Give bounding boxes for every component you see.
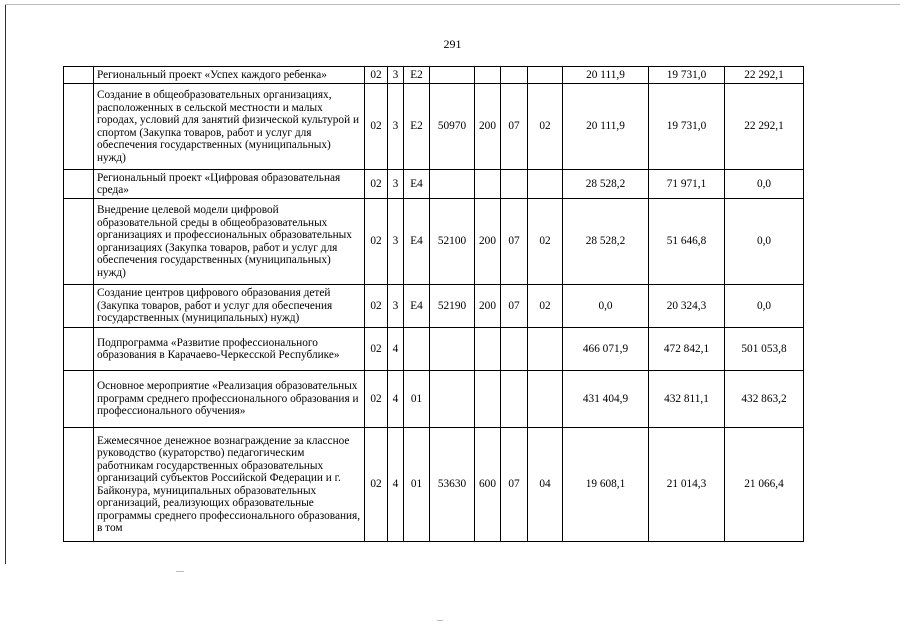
row-name: Создание центров цифрового образования детей (Закупка товаров, работ и услуг для обеспечения государственных (муниципальных) нужд)	[94, 285, 365, 328]
cell-gp: 02	[365, 67, 388, 84]
cell-rz: 07	[501, 428, 528, 542]
cell-osn: Е4	[404, 199, 430, 285]
cell-gp: 02	[365, 84, 388, 170]
row-blank-cell	[64, 170, 94, 199]
cell-amount-y3: 22 292,1	[725, 84, 804, 170]
cell-rz	[501, 67, 528, 84]
cell-pp: 3	[388, 285, 404, 328]
cell-amount-y1: 0,0	[563, 285, 649, 328]
cell-rz: 07	[501, 199, 528, 285]
cell-rz	[501, 371, 528, 428]
cell-pr: 04	[528, 428, 563, 542]
page-top-edge	[5, 4, 900, 5]
cell-pr: 02	[528, 285, 563, 328]
cell-gp: 02	[365, 428, 388, 542]
cell-vr: 200	[475, 84, 501, 170]
table-row	[64, 199, 804, 285]
table-row	[64, 170, 804, 199]
cell-amount-y2: 51 646,8	[649, 199, 725, 285]
cell-amount-y3: 501 053,8	[725, 328, 804, 371]
cell-amount-y3: 22 292,1	[725, 67, 804, 84]
cell-osn	[404, 328, 430, 371]
cell-osn: Е4	[404, 285, 430, 328]
cell-pr	[528, 328, 563, 371]
cell-amount-y1: 28 528,2	[563, 199, 649, 285]
cell-osn: 01	[404, 428, 430, 542]
cell-amount-y1: 28 528,2	[563, 170, 649, 199]
row-blank-cell	[64, 67, 94, 84]
cell-vr	[475, 371, 501, 428]
cell-amount-y2: 71 971,1	[649, 170, 725, 199]
cell-amount-y1: 19 608,1	[563, 428, 649, 542]
row-blank-cell	[64, 199, 94, 285]
cell-amount-y1: 431 404,9	[563, 371, 649, 428]
table-row	[64, 428, 804, 542]
cell-pp: 3	[388, 67, 404, 84]
row-name: Региональный проект «Успех каждого ребенка»	[94, 67, 365, 84]
table-row	[64, 328, 804, 371]
cell-amount-y2: 472 842,1	[649, 328, 725, 371]
cell-amount-y1: 466 071,9	[563, 328, 649, 371]
row-blank-cell	[64, 285, 94, 328]
cell-dir: 53630	[430, 428, 475, 542]
cell-pp: 3	[388, 84, 404, 170]
cell-dir	[430, 371, 475, 428]
cell-amount-y3: 0,0	[725, 170, 804, 199]
cell-rz: 07	[501, 84, 528, 170]
cell-pr	[528, 371, 563, 428]
cell-dir	[430, 328, 475, 371]
cell-pr: 02	[528, 199, 563, 285]
cell-amount-y1: 20 111,9	[563, 84, 649, 170]
cell-vr	[475, 328, 501, 371]
scan-artifact	[176, 571, 184, 572]
cell-amount-y2: 19 731,0	[649, 84, 725, 170]
cell-osn: 01	[404, 371, 430, 428]
cell-dir	[430, 67, 475, 84]
cell-dir: 52190	[430, 285, 475, 328]
cell-vr: 600	[475, 428, 501, 542]
cell-gp: 02	[365, 285, 388, 328]
cell-vr: 200	[475, 199, 501, 285]
cell-rz	[501, 170, 528, 199]
cell-pr	[528, 170, 563, 199]
row-blank-cell	[64, 428, 94, 542]
cell-vr	[475, 170, 501, 199]
cell-amount-y3: 21 066,4	[725, 428, 804, 542]
cell-pp: 3	[388, 170, 404, 199]
row-name: Ежемесячное денежное вознаграждение за классное руководство (кураторство) педагогическим работникам государственных образовательных организаций субъектов Российской Федерации и г. Байконура, муниципальных образовательных организаций, реализующих образовательные программы среднего профессионального образования, в том	[94, 428, 365, 542]
cell-dir: 50970	[430, 84, 475, 170]
cell-amount-y3: 0,0	[725, 199, 804, 285]
cell-osn: Е4	[404, 170, 430, 199]
row-name: Создание в общеобразовательных организациях, расположенных в сельской местности и малых городах, условий для занятий физической культурой и спортом (Закупка товаров, работ и услуг для обеспечения государственных (муниципальных) нужд)	[94, 84, 365, 170]
scan-artifact	[437, 620, 443, 621]
budget-table	[63, 66, 804, 542]
cell-amount-y2: 20 324,3	[649, 285, 725, 328]
cell-pp: 4	[388, 371, 404, 428]
table-row	[64, 285, 804, 328]
cell-pp: 4	[388, 428, 404, 542]
row-name: Основное мероприятие «Реализация образовательных программ среднего профессионального образования и профессионального обучения»	[94, 371, 365, 428]
cell-dir: 52100	[430, 199, 475, 285]
cell-pp: 4	[388, 328, 404, 371]
table-row	[64, 371, 804, 428]
cell-gp: 02	[365, 199, 388, 285]
cell-amount-y2: 19 731,0	[649, 67, 725, 84]
cell-vr	[475, 67, 501, 84]
cell-dir	[430, 170, 475, 199]
cell-rz	[501, 328, 528, 371]
cell-amount-y1: 20 111,9	[563, 67, 649, 84]
cell-gp: 02	[365, 170, 388, 199]
cell-pr	[528, 67, 563, 84]
cell-amount-y3: 0,0	[725, 285, 804, 328]
cell-amount-y2: 432 811,1	[649, 371, 725, 428]
cell-pp: 3	[388, 199, 404, 285]
row-name: Внедрение целевой модели цифровой образовательной среды в общеобразовательных организациях и профессиональных образовательных организациях (Закупка товаров, работ и услуг для обеспечения государственных (муниципальных) нужд)	[94, 199, 365, 285]
cell-osn: Е2	[404, 84, 430, 170]
cell-osn: Е2	[404, 67, 430, 84]
row-blank-cell	[64, 84, 94, 170]
page-number: 291	[443, 37, 462, 51]
cell-pr: 02	[528, 84, 563, 170]
cell-vr: 200	[475, 285, 501, 328]
table-row	[64, 84, 804, 170]
cell-amount-y2: 21 014,3	[649, 428, 725, 542]
row-blank-cell	[64, 371, 94, 428]
cell-rz: 07	[501, 285, 528, 328]
cell-gp: 02	[365, 371, 388, 428]
row-blank-cell	[64, 328, 94, 371]
table-row	[64, 67, 804, 84]
cell-gp: 02	[365, 328, 388, 371]
row-name: Подпрограмма «Развитие профессионального образования в Карачаево-Черкесской Республике»	[94, 328, 365, 371]
row-name: Региональный проект «Цифровая образовательная среда»	[94, 170, 365, 199]
page-left-edge	[5, 4, 6, 564]
cell-amount-y3: 432 863,2	[725, 371, 804, 428]
